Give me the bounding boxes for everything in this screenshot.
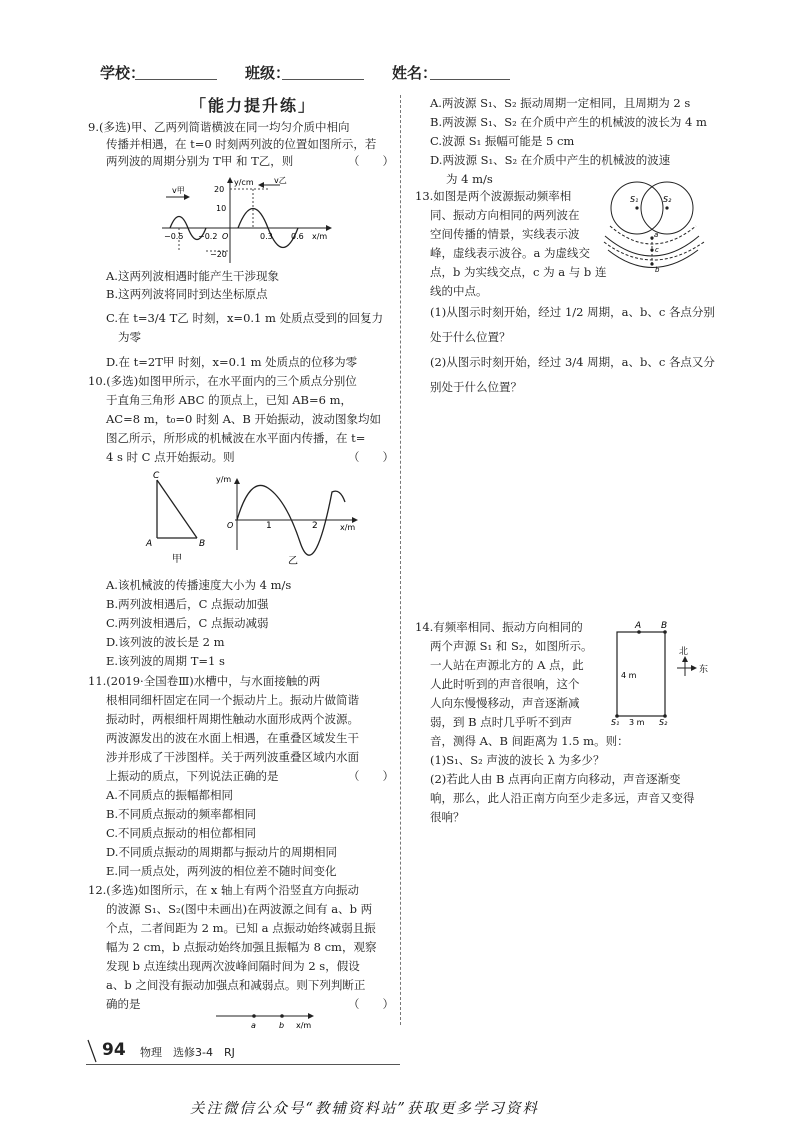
q11-line: 振动时，两根细杆周期性触动水面形成两个波源。 [106,712,359,726]
q14-rectangle-figure [605,618,720,726]
q9-line: 两列波的周期分别为 T甲 和 T乙，则 [106,154,294,168]
x-axis-label: x/m [340,523,356,532]
q14-sub2-cont: 响，那么，此人沿正南方向至少走多远，声音又变得 [430,791,695,805]
q12-line: 幅为 2 cm，b 点振动始终加强且振幅为 8 cm，观察 [106,940,377,954]
q9-option-c: C.在 t=3/4 T乙 时刻，x=0.1 m 处质点受到的回复力 [106,311,384,325]
name-label: 姓名： [392,64,438,82]
q12-option-a: A.两波源 S₁、S₂ 振动周期一定相同，且周期为 2 s [430,96,691,110]
source-s2: S₂ [663,195,672,204]
q12-line: 个点，二者间距为 2 m。已知 a 点振动始终减弱且振 [106,921,376,935]
north-label: 北 [679,647,689,657]
q14-sub2: (2)若此人由 B 点再向正南方向移动，声音逐渐变 [430,772,681,786]
class-label: 班级： [245,64,291,82]
q10-line: 10.(多选)如图甲所示，在水平面内的三个质点分别位 [88,374,357,388]
triangle-c: C [153,471,160,481]
q14-line: 人此时听到的声音很响，这个 [430,677,580,691]
y-axis-label: y/m [216,475,232,484]
q10-answer-bracket: （ ） [348,450,394,464]
q9-line: 9.(多选)甲、乙两列简谐横波在同一均匀介质中相向 [88,120,350,134]
q12-option-c: C.波源 S₁ 振幅可能是 5 cm [430,134,575,148]
q11-option-b: B.不同质点振动的频率都相同 [106,807,257,821]
q10-option-e: E.该列波的周期 T=1 s [106,654,225,668]
q10-line: 4 s 时 C 点开始振动。则 [106,450,235,464]
section-title: 「能力提升练」 [190,96,317,115]
q10-line: AC=8 m，t₀=0 时刻 A、B 开始振动，波动图象均如 [106,412,382,426]
q14-line: 两个声源 S₁ 和 S₂，如图所示。 [430,639,593,653]
class-blank [282,79,364,80]
q9-option-c-cont: 为零 [118,330,141,344]
page-slash [86,1038,100,1064]
y-tick-10: 10 [216,204,227,213]
watermark-text: 关注微信公众号“教辅资料站”获取更多学习资料 [190,1101,539,1117]
east-label: 东 [699,665,709,675]
source-s1: S₁ [611,718,620,726]
school-label: 学校： [100,64,146,82]
q12-line: a、b 之间没有振动加强点和减弱点。则下列判断正 [106,978,366,992]
q12-line: 的波源 S₁、S₂(图中未画出)在两波源之间有 a、b 两 [106,902,373,916]
q13-sub1-cont: 处于什么位置？ [430,330,511,344]
y-tick-20: 20 [214,185,225,194]
source-s2: S₂ [659,718,668,726]
q14-sub1: (1)S₁、S₂ 声波的波长 λ 为多少？ [430,753,605,767]
q12-answer-bracket: （ ） [348,997,394,1011]
q13-interference-figure [600,180,715,280]
page-number: 94 [102,1040,126,1060]
q9-line: 传播并相遇，在 t=0 时刻两列波的位置如图所示，若 [106,137,377,151]
q11-option-c: C.不同质点振动的相位都相同 [106,826,257,840]
q14-sub2-cont: 很响？ [430,810,465,824]
q13-sub2: (2)从图示时刻开始，经过 3/4 周期，a、b、c 各点又分 [430,355,715,369]
x-tick: 0.3 [260,232,273,241]
footer-rule [86,1064,400,1065]
bottom-length: 3 m [629,718,645,726]
q9-answer-bracket: （ ） [348,154,394,168]
q10-option-a: A.该机械波的传播速度大小为 4 m/s [106,578,292,592]
v-jia-label: v甲 [172,186,185,195]
q13-line: 空间传播的情景，实线表示波 [430,227,580,241]
origin-label: O [227,521,234,530]
point-a: a [654,231,659,239]
x-tick-1: 1 [266,521,272,531]
column-divider [400,95,401,1025]
y-axis-label: y/cm [234,178,254,187]
x-tick: −0.2 [198,232,218,241]
q13-line: 同、振动方向相同的两列波在 [430,208,580,222]
q14-line: 一人站在声源北方的 A 点，此 [430,658,584,672]
q12-option-d-cont: 为 4 m/s [446,172,493,186]
q10-figures [140,470,370,570]
q10-option-d: D.该列波的波长是 2 m [106,635,225,649]
point-b: B [661,621,668,631]
triangle-b: B [199,539,206,549]
q10-option-b: B.两列波相遇后，C 点振动加强 [106,597,269,611]
point-b: b [655,266,660,274]
x-axis-label: x/m [312,232,328,241]
q11-option-a: A.不同质点的振幅都相同 [106,788,233,802]
side-length: 4 m [621,671,637,680]
caption-yi: 乙 [288,556,298,567]
name-blank [430,79,510,80]
point-c: c [655,246,659,254]
q12-line: 12.(多选)如图所示，在 x 轴上有两个沿竖直方向振动 [88,883,360,897]
q10-line: 图乙所示，所形成的机械波在水平面内传播，在 t= [106,431,366,445]
q12-option-d: D.两波源 S₁、S₂ 在介质中产生的机械波的波速 [430,153,671,167]
x-tick-2: 2 [312,521,318,531]
q12-line: 确的是 [106,997,141,1011]
q11-line: 11.(2019·全国卷Ⅲ)水槽中，与水面接触的两 [88,674,321,688]
q11-line: 根相同细杆固定在同一个振动片上。振动片做简谐 [106,693,359,707]
q14-line: 人向东慢慢移动，声音逐渐减 [430,696,580,710]
q13-line: 点，b 为实线交点，c 为 a 与 b 连 [430,265,607,279]
q11-line: 涉并形成了干涉图样。关于两列波重叠区域内水面 [106,750,359,764]
q10-line: 于直角三角形 ABC 的顶点上，已知 AB=6 m， [106,393,353,407]
subject-label: 物理 选修3-4 RJ [140,1046,235,1059]
q9-option-b: B.这两列波将同时到达坐标原点 [106,287,268,301]
x-tick: 0.6 [291,232,304,241]
q13-line: 线的中点。 [430,284,488,298]
triangle-a: A [146,539,153,549]
caption-jia: 甲 [172,554,182,565]
point-a: a [251,1021,256,1030]
point-a: A [635,621,642,631]
q13-sub1: (1)从图示时刻开始，经过 1/2 周期，a、b、c 各点分别 [430,305,715,319]
source-s1: S₁ [630,195,639,204]
q12-axis-figure [210,1008,330,1032]
q9-wave-figure [160,175,340,265]
q11-line: 两波源发出的波在水面上相遇，在重叠区域发生干 [106,731,359,745]
q9-option-d: D.在 t=2T甲 时刻，x=0.1 m 处质点的位移为零 [106,355,358,369]
x-tick: −0.5 [164,232,184,241]
y-tick-neg20: −20 [210,250,227,259]
origin-label: O [222,232,229,241]
q13-sub2-cont: 别处于什么位置？ [430,380,522,394]
x-axis-label: x/m [296,1021,312,1030]
q12-line: 发现 b 点连续出现两次波峰间隔时间为 2 s，假设 [106,959,360,973]
q12-option-b: B.两波源 S₁、S₂ 在介质中产生的机械波的波长为 4 m [430,115,707,129]
school-blank [135,79,217,80]
v-yi-label: v乙 [274,176,287,185]
q14-line: 14.有频率相同、振动方向相同的 [415,620,583,634]
point-b: b [279,1021,285,1030]
q11-option-d: D.不同质点振动的周期都与振动片的周期相同 [106,845,337,859]
q13-line: 13.如图是两个波源振动频率相 [415,189,572,203]
q11-line: 上振动的质点，下列说法正确的是 [106,769,279,783]
q14-line: 音，测得 A、B 间距离为 1.5 m。则： [430,734,629,748]
q11-option-e: E.同一质点处，两列波的相位差不随时间变化 [106,864,337,878]
q11-answer-bracket: （ ） [348,769,394,783]
q10-option-c: C.两列波相遇后，C 点振动减弱 [106,616,269,630]
q13-line: 峰，虚线表示波谷。a 为虚线交 [430,246,591,260]
q14-line: 弱，到 B 点时几乎听不到声 [430,715,573,729]
q9-option-a: A.这两列波相遇时能产生干涉现象 [106,269,279,283]
